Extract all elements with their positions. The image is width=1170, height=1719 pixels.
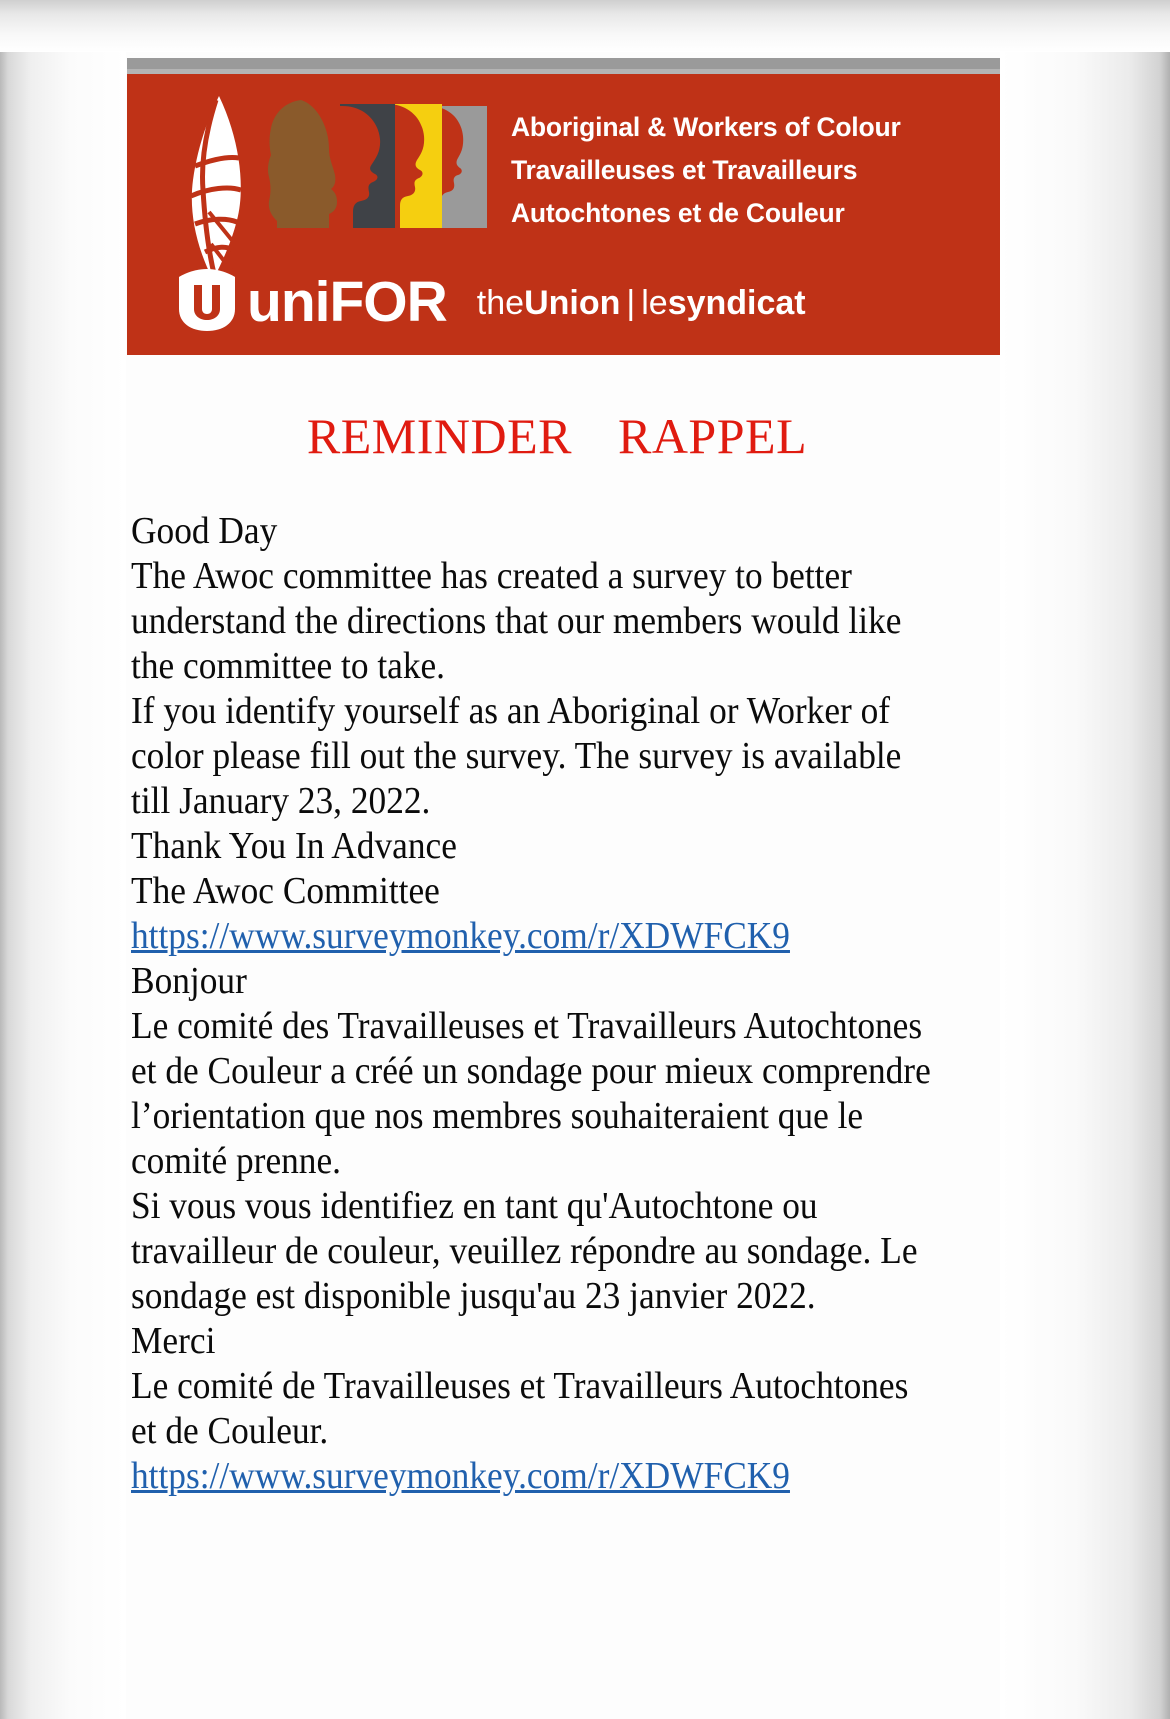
document-content — [127, 0, 1007, 1499]
english-paragraph-2: If you identify yourself as an Aboriginal or Worker of color please fill out the survey. The survey is available till January 23, 2022. — [131, 690, 902, 822]
unifor-logo-lockup — [179, 263, 806, 337]
document-body — [127, 509, 991, 1499]
french-paragraph-2: Si vous vous identifiez en tant qu'Autochtone ou travailleur de couleur, veuillez répondre au sondage. Le sondage est disponible jusqu'au 23 janvier 2022. — [131, 1185, 918, 1317]
page-title-english: REMINDER — [306, 408, 572, 464]
banner-line-3: Autochtones et de Couleur — [511, 198, 845, 228]
banner-top-gray-bar-highlight — [127, 69, 1003, 74]
survey-link-english[interactable]: https://www.surveymonkey.com/r/XDWFCK9 — [131, 915, 790, 957]
french-thanks: Merci — [131, 1320, 216, 1362]
four-head-silhouettes-icon — [257, 96, 497, 228]
english-greeting: Good Day — [131, 510, 278, 552]
banner-line-2: Travailleuses et Travailleurs — [511, 155, 858, 185]
survey-link-french[interactable]: https://www.surveymonkey.com/r/XDWFCK9 — [131, 1455, 790, 1497]
french-paragraph-1: Le comité des Travailleuses et Travailleurs Autochtones et de Couleur a créé un sondage pour mieux comprendre l’orientation que nos membres souhaiteraient que le comité prenne. — [131, 1005, 931, 1182]
english-signature: The Awoc Committee — [131, 870, 440, 912]
tagline-the: the — [476, 284, 525, 322]
tagline-le: le — [641, 284, 668, 322]
french-signature: Le comité de Travailleuses et Travailleurs Autochtones et de Couleur. — [131, 1365, 909, 1452]
page-title-french: RAPPEL — [617, 408, 808, 464]
page-title — [127, 355, 987, 464]
tagline-syndicat: syndicat — [667, 284, 806, 322]
unifor-wordmark: uniFOR — [247, 269, 447, 334]
unifor-shield-icon — [179, 269, 235, 331]
unifor-awoc-banner — [127, 58, 1003, 355]
tagline-divider: | — [626, 284, 636, 322]
tagline-union: Union — [524, 284, 621, 322]
banner-line-1: Aboriginal & Workers of Colour — [511, 112, 901, 142]
banner-top-gray-bar — [127, 58, 1003, 74]
english-paragraph-1: The Awoc committee has created a survey to better understand the directions that our members would like the committee to take. — [131, 555, 902, 687]
banner-title-block — [511, 106, 1001, 235]
english-thanks: Thank You In Advance — [131, 825, 457, 867]
unifor-tagline — [477, 286, 806, 320]
french-greeting: Bonjour — [131, 960, 247, 1002]
